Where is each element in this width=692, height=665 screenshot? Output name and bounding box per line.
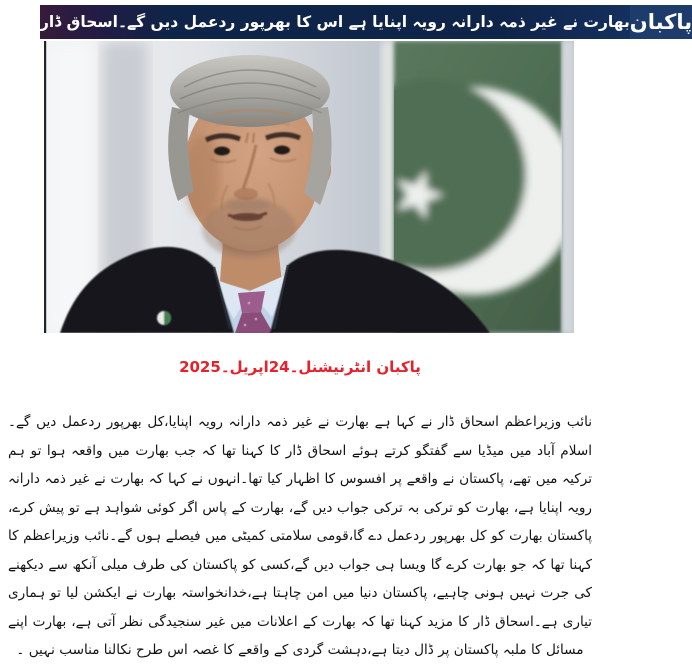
- article-headline: بھارت نے غیر ذمہ دارانہ رویہ اپنایا ہے اس کا بھرپور ردعمل دیں گے۔اسحاق ڈار: [40, 13, 630, 31]
- article-photo: [44, 41, 574, 333]
- headline-bar: [40, 5, 630, 39]
- site-header: [40, 5, 692, 39]
- site-logo[interactable]: پاکبان: [630, 5, 692, 39]
- photo-illustration: [44, 41, 574, 333]
- flag-pin-icon: [157, 311, 171, 325]
- dateline: پاکبان انٹرنیشنل۔24اپریل۔2025: [179, 358, 421, 376]
- article-body: نائب وزیراعظم اسحاق ڈار نے کہا ہے بھارت نے غیر ذمہ دارانہ رویہ اپنایا،کل بھرپور ردعمل دیں گے۔اسلام آباد میں میڈیا سے گفتگو کرتے ہوئے اسحاق ڈار کا کہنا تھا کہ جب بھارت میں واقعہ ہوا تو ہم ترکیہ میں تھے، پاکستان نے واقعے پر افسوس کا اظہار کیا تھا۔انہوں نے کہا کہ بھارت نے غیر ذمہ دارانہ رویہ اپنایا ہے، بھارت کو ترکی بہ ترکی جواب دیں گے، بھارت کے پاس اگر کوئی شواہد ہے تو پیش کرے، پاکستان بھارت کو کل بھرپور ردعمل دے گا،قومی سلامتی کمیٹی میں فیصلے ہوں گے۔نائب وزیراعظم کا کہنا تھا کہ جو بھارت کرے گا ویسا ہی جواب دیں گے،کسی کو پاکستان کی طرف میلی آنکھ سے دیکھنے کی جرت نہیں ہونی چاہیے، پاکستان دنیا میں امن چاہتا ہے،خدانخواستہ بھارت نے ایکشن لیا تو ہماری تیاری ہے۔اسحاق ڈار کا مزید کہنا تھا کہ بھارت کے اعلانات میں غیر سنجیدگی نظر آتی ہے، بھارت اپنے مسائل کا ملبہ پاکستان پر ڈال دیتا ہے،دہشت گردی کے واقعے کا غصہ اس طرح نکالنا مناسب نہیں ۔: [8, 414, 592, 658]
